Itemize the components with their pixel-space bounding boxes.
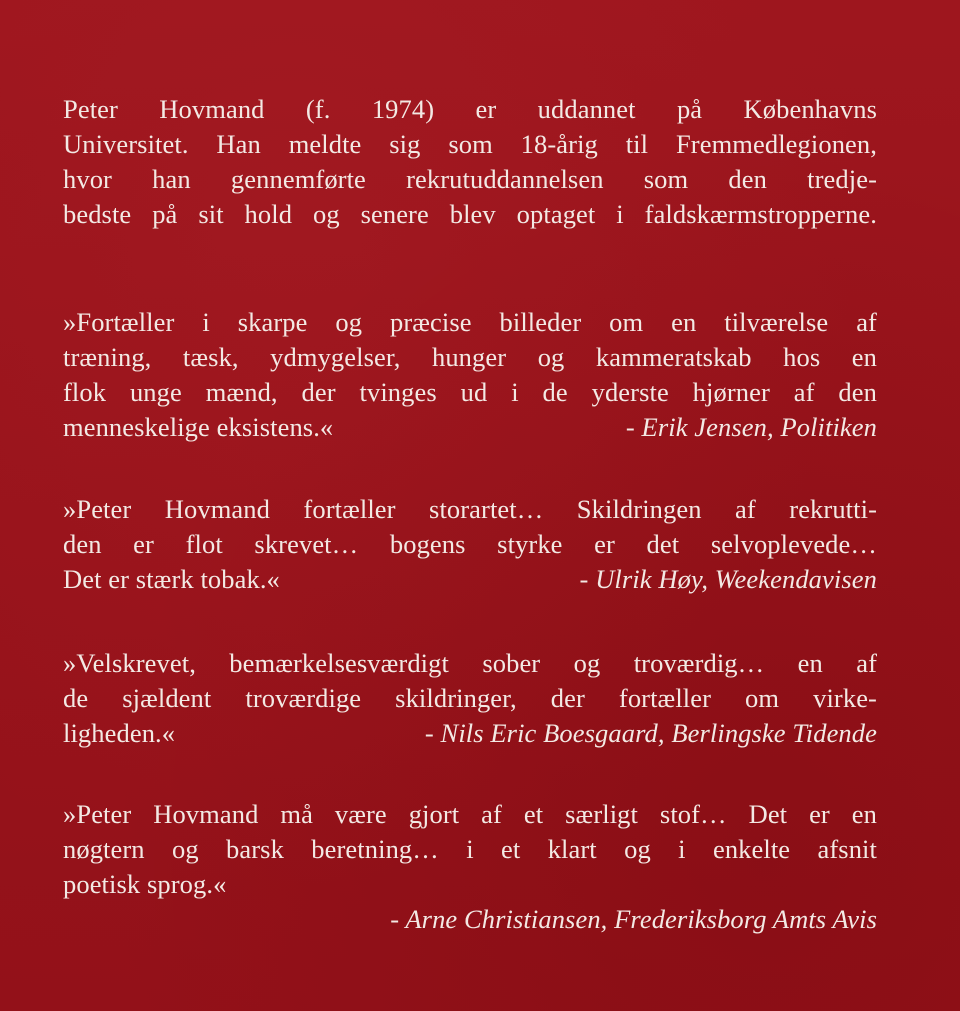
quote-line: »Peter Hovmand må være gjort af et særligt stof… Det er en xyxy=(63,799,877,829)
bio-line: bedste på sit hold og senere blev optaget i faldskærmstropperne. xyxy=(63,199,877,229)
review-quote-politiken xyxy=(63,305,877,445)
quote-line: menneskelige eksistens.« xyxy=(63,412,334,442)
quote-attribution: - Erik Jensen, Politiken xyxy=(625,412,877,442)
quote-line: »Peter Hovmand fortæller storartet… Skildringen af rekrutti- xyxy=(63,494,877,524)
bio-line: Peter Hovmand (f. 1974) er uddannet på Københavns xyxy=(63,94,877,124)
quote-line: de sjældent troværdige skildringer, der fortæller om virke- xyxy=(63,683,877,713)
review-quote-berlingske xyxy=(63,646,877,751)
review-quote-frederiksborg xyxy=(63,797,877,937)
bio-line: Universitet. Han meldte sig som 18-årig til Fremmedlegionen, xyxy=(63,129,877,159)
bio-line: hvor han gennemførte rekrutuddannelsen som den tredje- xyxy=(63,164,877,194)
quote-line: træning, tæsk, ydmygelser, hunger og kammeratskab hos en xyxy=(63,342,877,372)
quote-attribution: - Arne Christiansen, Frederiksborg Amts Avis xyxy=(390,904,877,934)
quote-line: den er flot skrevet… bogens styrke er det selvoplevede… xyxy=(63,529,877,559)
review-quote-weekendavisen xyxy=(63,492,877,597)
quote-line: poetisk sprog.« xyxy=(63,869,227,899)
quote-attribution: - Nils Eric Boesgaard, Berlingske Tidende xyxy=(424,718,877,748)
quote-line: flok unge mænd, der tvinges ud i de yderste hjørner af den xyxy=(63,377,877,407)
quote-line: »Fortæller i skarpe og præcise billeder om en tilværelse af xyxy=(63,307,877,337)
author-bio xyxy=(63,92,877,232)
quote-last-line-row xyxy=(63,562,877,597)
quote-line: »Velskrevet, bemærkelsesværdigt sober og troværdig… en af xyxy=(63,648,877,678)
quote-line: nøgtern og barsk beretning… i et klart og i enkelte afsnit xyxy=(63,834,877,864)
quote-line: ligheden.« xyxy=(63,718,176,748)
quote-last-line-row xyxy=(63,716,877,751)
quote-attribution: - Ulrik Høy, Weekendavisen xyxy=(579,564,877,594)
quote-line: Det er stærk tobak.« xyxy=(63,564,280,594)
quote-last-line-row xyxy=(63,410,877,445)
